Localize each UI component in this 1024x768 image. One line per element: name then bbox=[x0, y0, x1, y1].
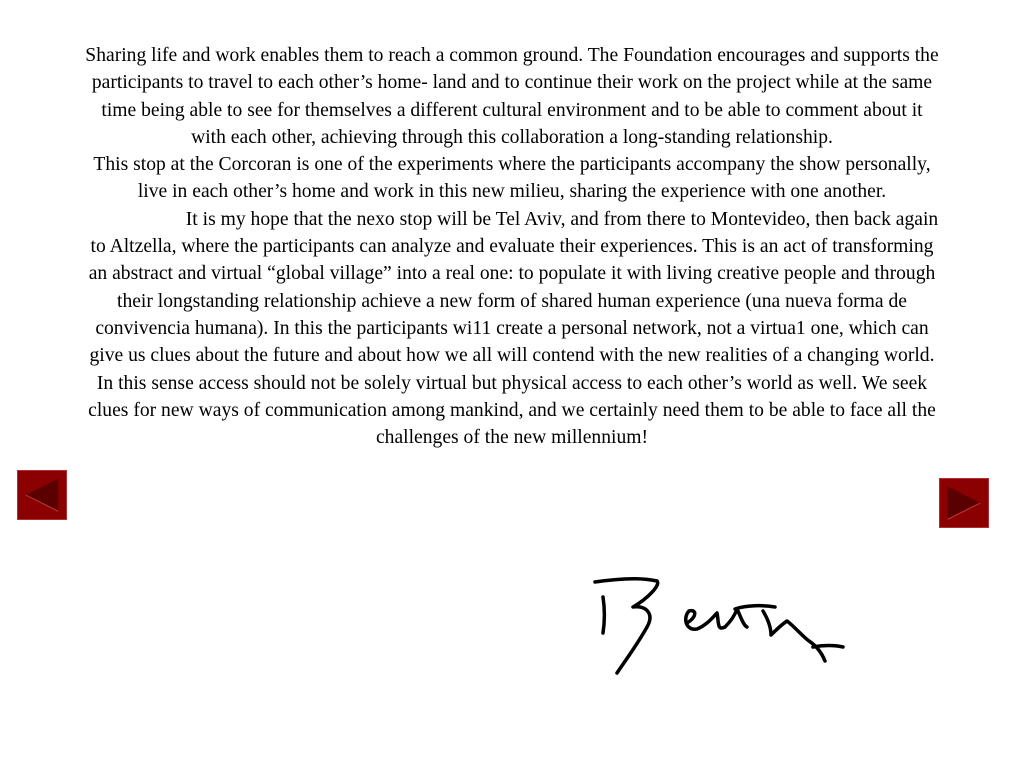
paragraph-3-text: It is my hope that the nexo stop will be Tel Aviv, and from there to Montevideo, then back again to Altzella, where the participants can analyze and evaluate their experiences. This is an act of transforming an abstract and virtual “global village” into a real one: to populate it with living creative people and through their longstanding relationship achieve a new form of shared human experience (una nueva forma de convivencia humana). In this the participants wi11 create a personal network, not a virtua1 one, which can give us clues about the future and about how we all will contend with the new realities of a changing world. In this sense access should not be solely virtual but physical access to each other’s world as well. We seek clues for new ways of communication among mankind, and we certainly need them to be able to face all the challenges of the new millennium! bbox=[88, 208, 939, 449]
paragraph-3 bbox=[82, 206, 942, 452]
previous-slide-button[interactable] bbox=[17, 470, 67, 520]
triangle-left-icon bbox=[18, 471, 66, 519]
triangle-right-icon bbox=[940, 479, 988, 527]
body-text bbox=[82, 42, 942, 451]
next-slide-button[interactable] bbox=[939, 478, 989, 528]
paragraph-2: This stop at the Corcoran is one of the experiments where the participants accompany the show personally, live in each other’s home and work in this new milieu, sharing the experience with one another. bbox=[93, 154, 931, 203]
paragraph-1: Sharing life and work enables them to reach a common ground. The Foundation encourages and supports the participants to travel to each other’s home- land and to continue their work on the project while at the same time being able to see for themselves a different cultural environment and to be able to comment about it with each other, achieving through this collaboration a long-standing relationship. bbox=[85, 45, 939, 148]
signature-image bbox=[585, 565, 855, 685]
